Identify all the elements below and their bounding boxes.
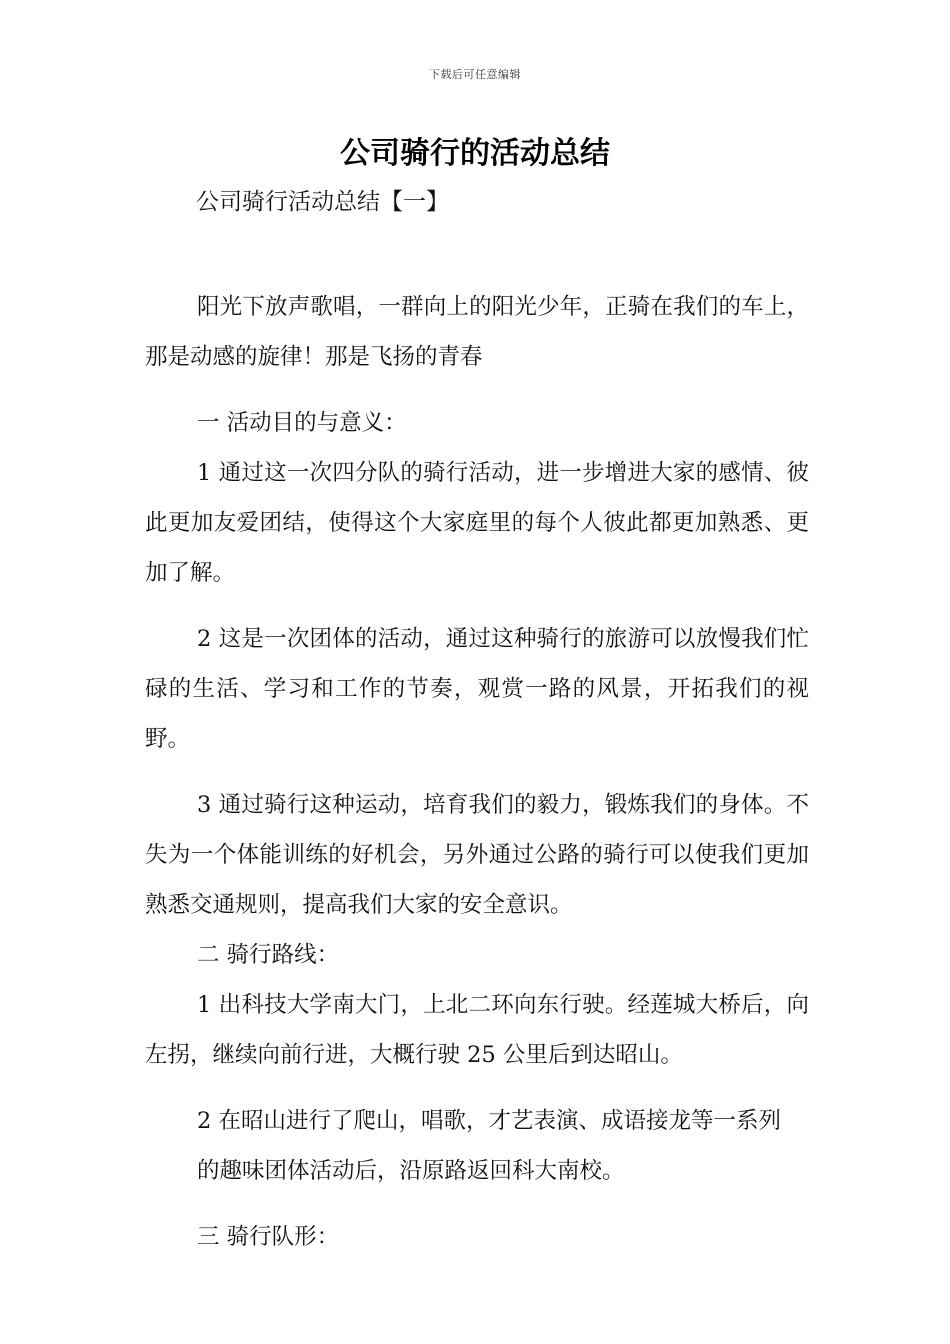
document-body [145,282,809,1262]
section-heading-formation: 三 骑行队形： [197,1224,340,1250]
header-note: 下载后可任意编辑 [429,68,521,81]
intro-paragraph: 阳光下放声歌唱，一群向上的阳光少年，正骑在我们的车上，那是动感的旋律！那是飞扬的青春 [145,294,809,370]
page-title: 公司骑行的活动总结 [340,136,610,171]
purpose-item-2: 2 这是一次团体的活动，通过这种骑行的旅游可以放慢我们忙碌的生活、学习和工作的节奏，观赏一路的风景，开拓我们的视野。 [145,626,809,752]
route-item-1: 1 出科技大学南大门，上北二环向东行驶。经莲城大桥后，向左拐，继续向前行进，大概行驶 25 公里后到达昭山。 [145,992,809,1068]
section-heading-route: 二 骑行路线： [197,942,340,968]
section-heading-purpose: 一 活动目的与意义： [197,410,407,436]
purpose-item-3: 3 通过骑行这种运动，培育我们的毅力，锻炼我们的身体。不失为一个体能训练的好机会，另外通过公路的骑行可以使我们更加熟悉交通规则，提高我们大家的安全意识。 [145,792,809,918]
route-item-2: 2 在昭山进行了爬山，唱歌，才艺表演、成语接龙等一系列 [197,1108,781,1134]
section-subtitle: 公司骑行活动总结【一】 [196,189,449,215]
purpose-item-1: 1 通过这一次四分队的骑行活动，进一步增进大家的感情、彼此更加友爱团结，使得这个大家庭里的每个人彼此都更加熟悉、更加了解。 [145,460,809,586]
route-item-2-continued: 的趣味团体活动后，沿原路返回科大南校。 [197,1158,625,1184]
